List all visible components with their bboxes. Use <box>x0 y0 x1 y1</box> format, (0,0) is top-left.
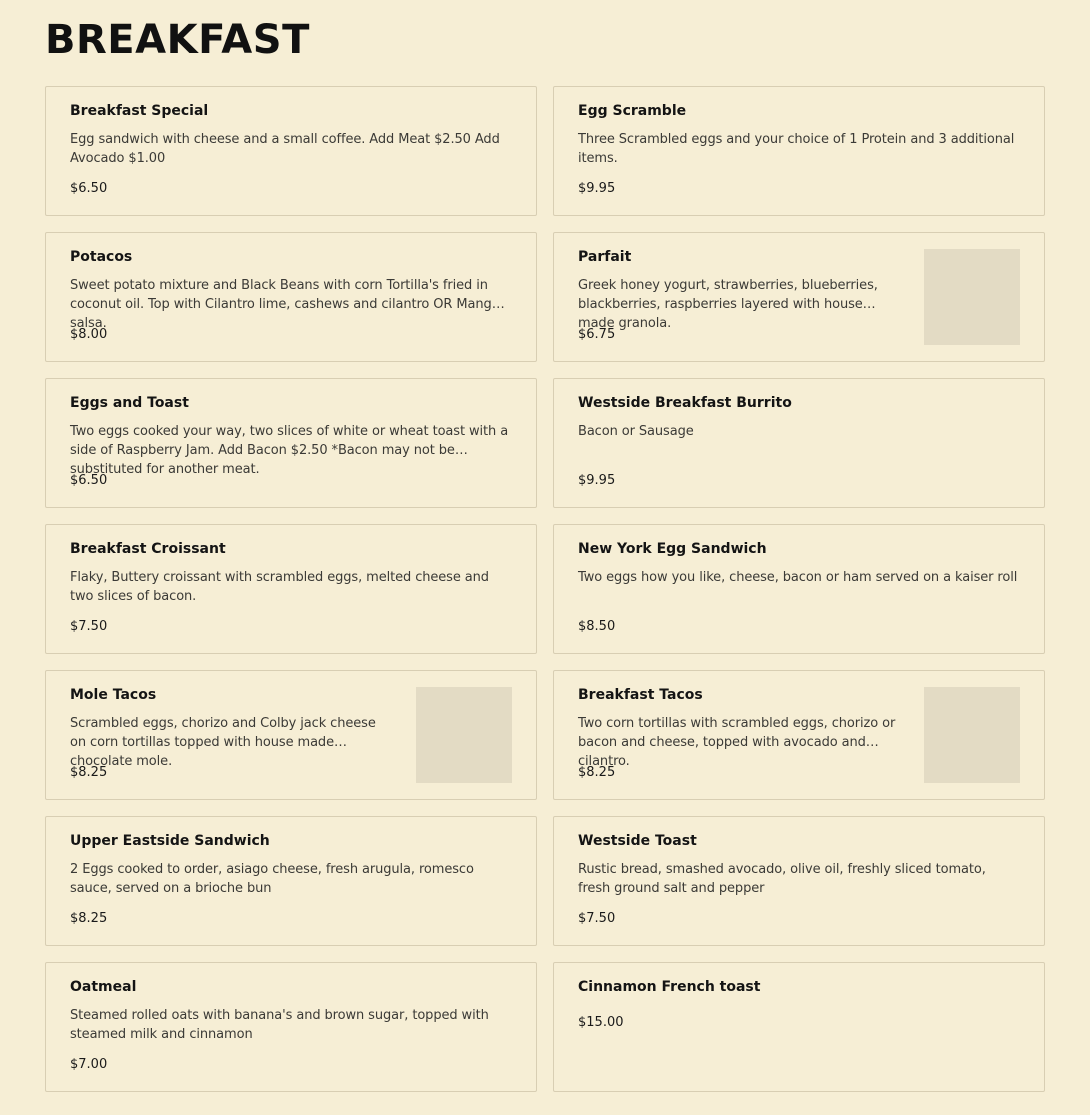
menu-item-card[interactable] <box>553 86 1045 216</box>
menu-item-text <box>70 832 512 898</box>
menu-item-card[interactable] <box>45 378 537 508</box>
menu-item-text <box>578 540 1020 587</box>
menu-item-image-placeholder <box>416 687 512 783</box>
menu-item-card[interactable] <box>45 86 537 216</box>
menu-item-description: Two eggs how you like, cheese, bacon or ham served on a kaiser roll <box>578 570 1018 585</box>
menu-item-price: $7.50 <box>578 911 616 926</box>
menu-item-description: 2 Eggs cooked to order, asiago cheese, fresh arugula, romesco sauce, served on a brioche bun <box>70 862 474 896</box>
menu-item-card[interactable] <box>553 378 1045 508</box>
menu-item-description: Two corn tortillas with scrambled eggs, chorizo or bacon and cheese, topped with avocado and cilantro. <box>578 716 896 769</box>
menu-item-name: Eggs and Toast <box>70 395 189 411</box>
menu-item-price: $8.50 <box>578 619 616 634</box>
menu-item-price: $8.25 <box>70 765 108 780</box>
menu-item-name: Breakfast Tacos <box>578 687 703 703</box>
menu-item-card[interactable] <box>45 962 537 1092</box>
menu-item-description: Sweet potato mixture and Black Beans with corn Tortilla's fried in coconut oil. Top with Cilantro lime, cashews and cilantro OR Mango salsa. <box>70 278 500 331</box>
menu-item-description: Two eggs cooked your way, two slices of white or wheat toast with a side of Raspberry Jam. Add Bacon $2.50 *Bacon may not be substituted for another meat. <box>70 424 509 477</box>
menu-item-description: Rustic bread, smashed avocado, olive oil, freshly sliced tomato, fresh ground salt and pepper <box>578 862 986 896</box>
menu-item-description: Scrambled eggs, chorizo and Colby jack cheese on corn tortillas topped with house made chocolate mole. <box>70 716 376 769</box>
menu-item-image-placeholder <box>924 249 1020 345</box>
menu-item-name: Potacos <box>70 249 133 265</box>
menu-item-card[interactable] <box>45 816 537 946</box>
menu-item-text <box>578 102 1020 168</box>
section-title: BREAKFAST <box>45 17 310 63</box>
menu-item-text <box>578 832 1020 898</box>
menu-item-card[interactable] <box>553 962 1045 1092</box>
menu-item-text <box>578 978 1020 996</box>
menu-item-price: $9.95 <box>578 473 616 488</box>
menu-item-name: Egg Scramble <box>578 103 687 119</box>
menu-item-price: $15.00 <box>578 1015 624 1030</box>
menu-item-image-placeholder <box>924 687 1020 783</box>
menu-item-price: $8.00 <box>70 327 108 342</box>
menu-item-price: $7.00 <box>70 1057 108 1072</box>
menu-item-price: $9.95 <box>578 181 616 196</box>
menu-item-card[interactable] <box>553 670 1045 800</box>
menu-item-name: Cinnamon French toast <box>578 979 761 995</box>
menu-item-card[interactable] <box>553 524 1045 654</box>
menu-item-price: $6.50 <box>70 473 108 488</box>
menu-item-description: Bacon or Sausage <box>578 424 694 439</box>
menu-item-text <box>578 394 1020 441</box>
menu-item-name: Mole Tacos <box>70 687 157 703</box>
menu-item-card[interactable] <box>45 670 537 800</box>
menu-item-price: $7.50 <box>70 619 108 634</box>
menu-item-text <box>70 394 512 477</box>
menu-item-card[interactable] <box>553 232 1045 362</box>
menu-item-description: Flaky, Buttery croissant with scrambled eggs, melted cheese and two slices of bacon. <box>70 570 489 604</box>
menu-item-card[interactable] <box>553 816 1045 946</box>
menu-item-name: Oatmeal <box>70 979 137 995</box>
menu-item-name: New York Egg Sandwich <box>578 541 767 557</box>
menu-item-name: Breakfast Croissant <box>70 541 226 557</box>
menu-item-description: Egg sandwich with cheese and a small coffee. Add Meat $2.50 Add Avocado $1.00 <box>70 132 500 166</box>
menu-item-name: Breakfast Special <box>70 103 209 119</box>
menu-item-name: Parfait <box>578 249 632 265</box>
menu-item-description: Greek honey yogurt, strawberries, blueberries, blackberries, raspberries layered with house made granola. <box>578 278 878 331</box>
menu-item-text <box>70 978 512 1044</box>
menu-item-description: Three Scrambled eggs and your choice of 1 Protein and 3 additional items. <box>578 132 1015 166</box>
menu-item-name: Westside Breakfast Burrito <box>578 395 792 411</box>
menu-item-description: Steamed rolled oats with banana's and brown sugar, topped with steamed milk and cinnamon <box>70 1008 489 1042</box>
menu-item-price: $8.25 <box>70 911 108 926</box>
menu-item-price: $8.25 <box>578 765 616 780</box>
menu-item-text <box>70 540 512 606</box>
menu-item-price: $6.75 <box>578 327 616 342</box>
menu-item-text <box>70 248 512 331</box>
menu-item-name: Upper Eastside Sandwich <box>70 833 270 849</box>
menu-item-card[interactable] <box>45 524 537 654</box>
menu-items-grid <box>45 86 1045 1092</box>
menu-item-card[interactable] <box>45 232 537 362</box>
menu-item-name: Westside Toast <box>578 833 697 849</box>
menu-item-text <box>70 102 512 168</box>
menu-item-price: $6.50 <box>70 181 108 196</box>
